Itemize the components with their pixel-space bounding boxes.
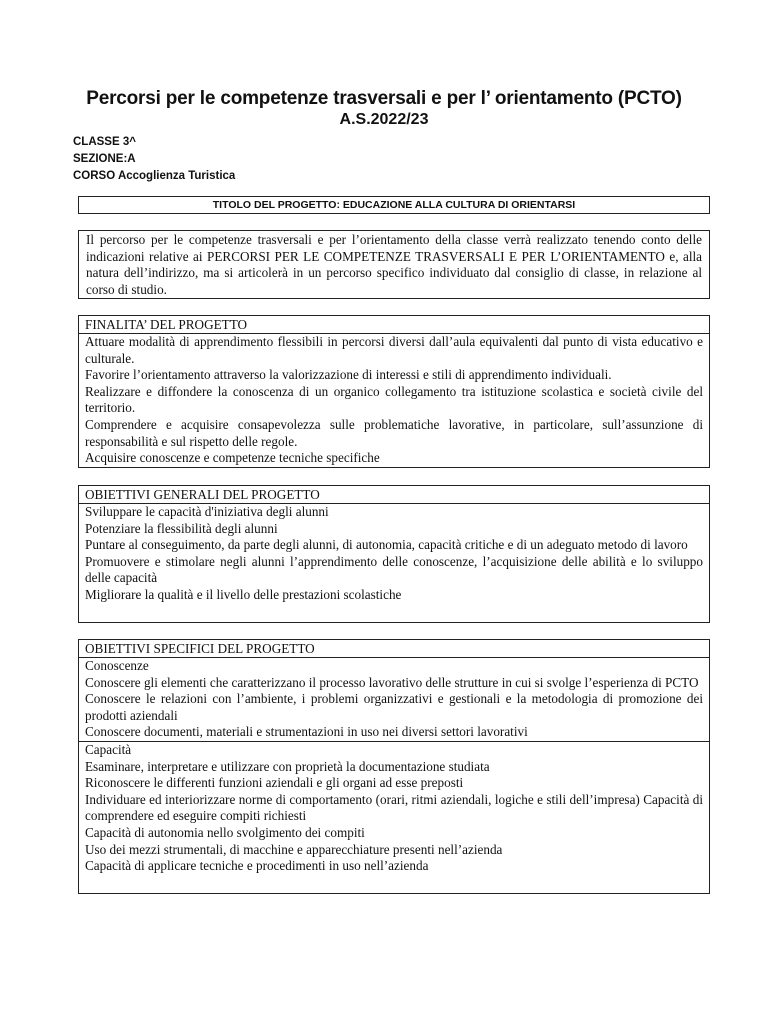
list-item: Conoscere gli elementi che caratterizzano il processo lavorativo delle strutture in cui si svolge l’esperienza di PCTO xyxy=(85,674,699,690)
list-item: Conoscere documenti, materiali e strumentazioni in uso nei diversi settori lavorativi xyxy=(85,724,528,740)
course-label: CORSO Accoglienza Turistica xyxy=(73,170,236,182)
class-info xyxy=(73,134,235,185)
capacita-block xyxy=(79,742,709,875)
obiettivi-generali-heading: OBIETTIVI GENERALI DEL PROGETTO xyxy=(79,486,709,504)
document-title: Percorsi per le competenze trasversali e per l’ orientamento (PCTO) xyxy=(86,88,682,109)
school-year: A.S.2022/23 xyxy=(339,111,429,128)
obiettivi-generali-section xyxy=(78,485,710,623)
list-item: Uso dei mezzi strumentali, di macchine e apparecchiature presenti nell’azienda xyxy=(85,841,503,857)
list-item: Individuare ed interiorizzare norme di comportamento (orari, ritmi aziendali, logiche e stili dell’impresa) Capacità di comprendere ed eseguire compiti richiesti xyxy=(85,791,703,824)
finalita-list xyxy=(79,334,709,467)
list-item: Capacità di autonomia nello svolgimento dei compiti xyxy=(85,824,365,840)
list-item: Riconoscere le differenti funzioni aziendali e gli organi ad esse preposti xyxy=(85,775,464,791)
list-item: Acquisire conoscenze e competenze tecniche specifiche xyxy=(85,450,380,466)
list-item: Attuare modalità di apprendimento flessibili in percorsi diversi dall’aula equivalenti dal punto di vista educativo e culturale. xyxy=(85,334,703,366)
obiettivi-specifici-heading: OBIETTIVI SPECIFICI DEL PROGETTO xyxy=(79,640,709,658)
capacita-label: Capacità xyxy=(85,741,132,757)
obiettivi-generali-list xyxy=(79,504,709,604)
section-label: SEZIONE:A xyxy=(73,153,136,165)
obiettivi-specifici-section xyxy=(78,639,710,894)
list-item: Realizzare e diffondere la conoscenza di un organico collegamento tra istituzione scolastica e società civile del territorio. xyxy=(85,383,703,416)
list-item: Favorire l’orientamento attraverso la valorizzazione di interessi e stili di apprendimento individuali. xyxy=(85,367,612,383)
conoscenze-block xyxy=(79,658,709,742)
list-item: Esaminare, interpretare e utilizzare con proprietà la documentazione studiata xyxy=(85,758,490,774)
intro-text: Il percorso per le competenze trasversali e per l’orientamento della classe verrà realizzato tenendo conto delle indicazioni relative ai PERCORSI PER LE COMPETENZE TRASVERSALI E PER L’ORIENTAMENTO e, alla natura dell’indirizzo, ma si articolerà in un percorso specifico individuato dal consiglio di classe, in relazione al corso di studio. xyxy=(86,232,702,297)
project-title-box: TITOLO DEL PROGETTO: EDUCAZIONE ALLA CULTURA DI ORIENTARSI xyxy=(78,196,710,214)
list-item: Puntare al conseguimento, da parte degli alunni, di autonomia, capacità critiche e di un adeguato metodo di lavoro xyxy=(85,537,688,553)
list-item: Capacità di applicare tecniche e procedimenti in uso nell’azienda xyxy=(85,858,429,874)
list-item: Comprendere e acquisire consapevolezza sulle problematiche lavorative, in particolare, sull’assunzione di responsabilità e sul rispetto delle regole. xyxy=(85,416,703,449)
list-item: Sviluppare le capacità d'iniziativa degli alunni xyxy=(85,504,329,519)
finalita-heading: FINALITA’ DEL PROGETTO xyxy=(79,316,709,334)
finalita-section xyxy=(78,315,710,468)
list-item: Promuovere e stimolare negli alunni l’apprendimento delle conoscenze, l’acquisizione delle abilità e lo sviluppo delle capacità xyxy=(85,553,703,586)
conoscenze-label: Conoscenze xyxy=(85,658,149,673)
list-item: Potenziare la flessibilità degli alunni xyxy=(85,520,278,536)
list-item: Migliorare la qualità e il livello delle prestazioni scolastiche xyxy=(85,586,402,602)
list-item: Conoscere le relazioni con l’ambiente, i problemi organizzativi e gestionali e la metodologia di promozione dei prodotti aziendali xyxy=(85,691,703,723)
intro-box xyxy=(78,230,710,299)
class-label: CLASSE 3^ xyxy=(73,136,136,148)
